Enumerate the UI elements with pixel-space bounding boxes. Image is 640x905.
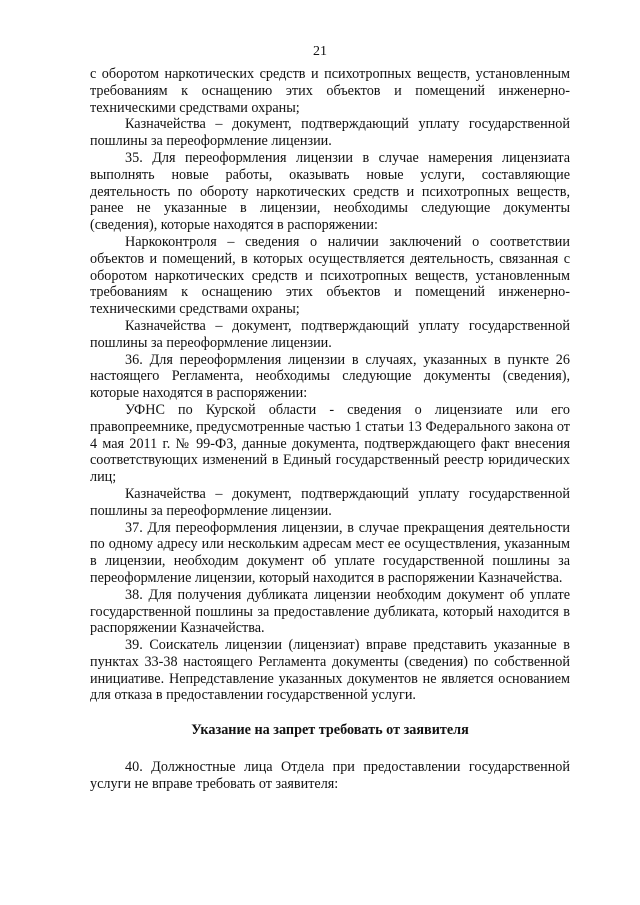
paragraph: 36. Для переоформления лицензии в случаях, указанных в пункте 26 настоящего Регламента, необходимы следующие документы (сведения), которые находятся в распоряжении: <box>90 351 570 402</box>
paragraph: 37. Для переоформления лицензии, в случае прекращения деятельности по одному адресу или нескольким адресам мест ее осуществления, указанным в лицензии, необходим документ об уплате государственной пошлины за переоформление лицензии, который находится в распоряжении Казначейства. <box>90 519 570 586</box>
paragraph: Казначейства – документ, подтверждающий уплату государственной пошлины за переоформление лицензии. <box>90 116 570 150</box>
paragraph: 35. Для переоформления лицензии в случае намерения лицензиата выполнять новые работы, оказывать новые услуги, составляющие деятельность по обороту наркотических средств и психотропных веществ, ранее не указанные в лицензии, необходимы следующие документы (сведения), которые находятся в распоряжении: <box>90 149 570 234</box>
paragraph: с оборотом наркотических средств и психотропных веществ, установленным требованиям к оснащению этих объектов и помещений инженерно-техническими средствами охраны; <box>90 66 570 116</box>
paragraph: Казначейства – документ, подтверждающий уплату государственной пошлины за переоформление лицензии. <box>90 485 570 519</box>
paragraph: 39. Соискатель лицензии (лицензиат) вправе представить указанные в пунктах 33-38 настоящего Регламента документы (сведения) по собственной инициативе. Непредставление указанных документов не является основанием для отказа в предоставлении государственной услуги. <box>90 637 570 704</box>
paragraph: Наркоконтроля – сведения о наличии заключений о соответствии объектов и помещений, в которых осуществляется деятельность, связанная с оборотом наркотических средств и психотропных веществ, установленным требованиям к оснащению этих объектов и помещений инженерно-техническими средствами охраны; <box>90 233 570 318</box>
paragraph: Казначейства – документ, подтверждающий уплату государственной пошлины за переоформление лицензии. <box>90 317 570 351</box>
page-number: 21 <box>313 44 327 59</box>
paragraph: УФНС по Курской области - сведения о лицензиате или его правопреемнике, предусмотренные частью 1 статьи 13 Федерального закона от 4 мая 2011 г. № 99-ФЗ, данные документа, подтверждающего факт внесения соответствующих изменений в Единый государственный реестр юридических лиц; <box>90 401 570 486</box>
section-heading: Указание на запрет требовать от заявителя <box>191 722 469 739</box>
document-body <box>90 66 570 793</box>
paragraph: 38. Для получения дубликата лицензии необходим документ об уплате государственной пошлины за предоставление дубликата, который находится в распоряжении Казначейства. <box>90 586 570 637</box>
paragraph: 40. Должностные лица Отдела при предоставлении государственной услуги не вправе требовать от заявителя: <box>90 759 570 792</box>
